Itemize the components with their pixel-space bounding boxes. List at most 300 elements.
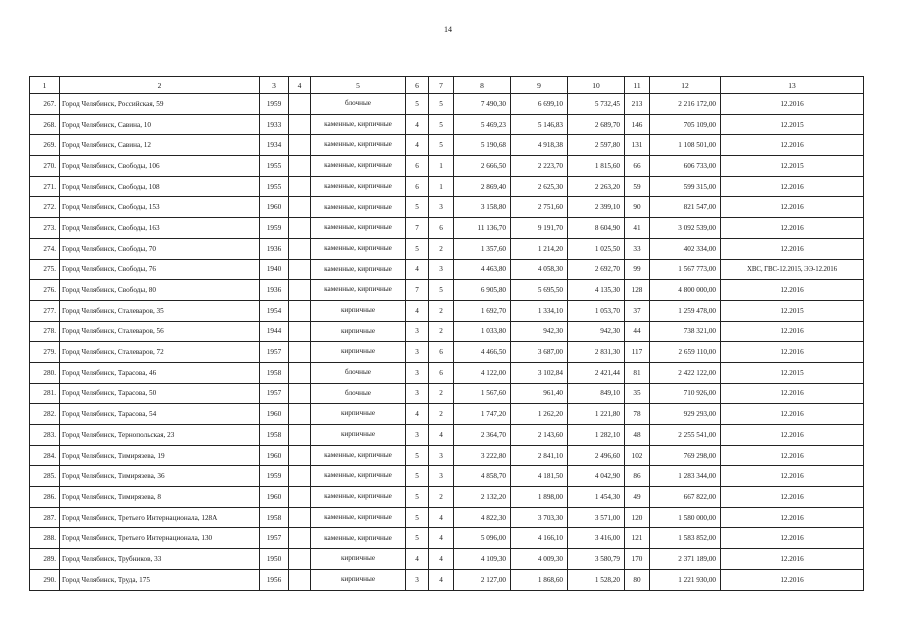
residential-area-cell: 2 421,44	[568, 362, 625, 383]
total-area-cell: 4 109,30	[454, 549, 511, 570]
cost-cell: 667 822,00	[650, 487, 721, 508]
column-4-cell	[289, 135, 311, 156]
wall-material-cell: каменные, кирпичные	[311, 218, 406, 239]
cost-cell: 2 216 172,00	[650, 94, 721, 115]
living-area-cell: 1 214,20	[511, 238, 568, 259]
wall-material-cell: блочные	[311, 94, 406, 115]
address-cell: Город Челябинск, Тимирязева, 8	[60, 487, 260, 508]
row-number: 277.	[30, 300, 60, 321]
residential-area-cell: 3 571,00	[568, 507, 625, 528]
address-cell: Город Челябинск, Трубников, 33	[60, 549, 260, 570]
cost-cell: 769 298,00	[650, 445, 721, 466]
total-area-cell: 5 096,00	[454, 528, 511, 549]
living-area-cell: 9 191,70	[511, 218, 568, 239]
period-cell: 12.2016	[721, 321, 864, 342]
column-4-cell	[289, 404, 311, 425]
floors-cell: 6	[406, 156, 429, 177]
residents-cell: 80	[625, 569, 650, 590]
cost-cell: 2 422 122,00	[650, 362, 721, 383]
table-row	[30, 425, 864, 446]
residential-area-cell: 2 692,70	[568, 259, 625, 280]
year-cell: 1957	[260, 528, 289, 549]
row-number: 283.	[30, 425, 60, 446]
residential-area-cell: 2 399,10	[568, 197, 625, 218]
table-row	[30, 259, 864, 280]
entrances-cell: 2	[429, 238, 454, 259]
residential-area-cell: 3 580,79	[568, 549, 625, 570]
entrances-cell: 3	[429, 466, 454, 487]
floors-cell: 5	[406, 487, 429, 508]
year-cell: 1958	[260, 425, 289, 446]
living-area-cell: 1 898,00	[511, 487, 568, 508]
floors-cell: 3	[406, 425, 429, 446]
row-number: 273.	[30, 218, 60, 239]
residential-area-cell: 849,10	[568, 383, 625, 404]
entrances-cell: 2	[429, 487, 454, 508]
row-number: 276.	[30, 280, 60, 301]
year-cell: 1955	[260, 176, 289, 197]
floors-cell: 5	[406, 528, 429, 549]
row-number: 281.	[30, 383, 60, 404]
column-4-cell	[289, 342, 311, 363]
entrances-cell: 3	[429, 445, 454, 466]
living-area-cell: 3 102,84	[511, 362, 568, 383]
period-cell: 12.2015	[721, 300, 864, 321]
address-cell: Город Челябинск, Труда, 175	[60, 569, 260, 590]
residents-cell: 146	[625, 114, 650, 135]
year-cell: 1957	[260, 383, 289, 404]
cost-cell: 1 580 000,00	[650, 507, 721, 528]
total-area-cell: 3 158,80	[454, 197, 511, 218]
year-cell: 1956	[260, 569, 289, 590]
column-4-cell	[289, 280, 311, 301]
row-number: 268.	[30, 114, 60, 135]
total-area-cell: 2 364,70	[454, 425, 511, 446]
wall-material-cell: кирпичные	[311, 569, 406, 590]
table-row	[30, 507, 864, 528]
address-cell: Город Челябинск, Савина, 12	[60, 135, 260, 156]
total-area-cell: 7 490,30	[454, 94, 511, 115]
table-row	[30, 197, 864, 218]
cost-cell: 4 800 000,00	[650, 280, 721, 301]
wall-material-cell: каменные, кирпичные	[311, 135, 406, 156]
year-cell: 1958	[260, 362, 289, 383]
table-row	[30, 404, 864, 425]
residential-area-cell: 1 025,50	[568, 238, 625, 259]
residents-cell: 59	[625, 176, 650, 197]
residential-area-cell: 1 815,60	[568, 156, 625, 177]
period-cell: 12.2016	[721, 218, 864, 239]
cost-cell: 402 334,00	[650, 238, 721, 259]
address-cell: Город Челябинск, Тимирязева, 36	[60, 466, 260, 487]
living-area-cell: 942,30	[511, 321, 568, 342]
column-4-cell	[289, 300, 311, 321]
column-4-cell	[289, 569, 311, 590]
column-header-10: 10	[568, 77, 625, 94]
residents-cell: 81	[625, 362, 650, 383]
residential-area-cell: 5 732,45	[568, 94, 625, 115]
living-area-cell: 6 699,10	[511, 94, 568, 115]
cost-cell: 1 583 852,00	[650, 528, 721, 549]
cost-cell: 1 567 773,00	[650, 259, 721, 280]
column-4-cell	[289, 321, 311, 342]
year-cell: 1959	[260, 94, 289, 115]
wall-material-cell: каменные, кирпичные	[311, 156, 406, 177]
year-cell: 1959	[260, 466, 289, 487]
period-cell: 12.2016	[721, 176, 864, 197]
column-4-cell	[289, 259, 311, 280]
period-cell: 12.2016	[721, 445, 864, 466]
column-header-1: 1	[30, 77, 60, 94]
row-number: 285.	[30, 466, 60, 487]
residents-cell: 48	[625, 425, 650, 446]
wall-material-cell: кирпичные	[311, 549, 406, 570]
column-header-9: 9	[511, 77, 568, 94]
entrances-cell: 6	[429, 342, 454, 363]
cost-cell: 3 092 539,00	[650, 218, 721, 239]
address-cell: Город Челябинск, Свободы, 76	[60, 259, 260, 280]
floors-cell: 4	[406, 300, 429, 321]
cost-cell: 1 221 930,00	[650, 569, 721, 590]
wall-material-cell: кирпичные	[311, 321, 406, 342]
column-header-4: 4	[289, 77, 311, 94]
wall-material-cell: кирпичные	[311, 404, 406, 425]
wall-material-cell: каменные, кирпичные	[311, 197, 406, 218]
residents-cell: 86	[625, 466, 650, 487]
year-cell: 1958	[260, 507, 289, 528]
column-header-3: 3	[260, 77, 289, 94]
residential-area-cell: 1 454,30	[568, 487, 625, 508]
living-area-cell: 2 143,60	[511, 425, 568, 446]
period-cell: 12.2015	[721, 362, 864, 383]
column-4-cell	[289, 445, 311, 466]
floors-cell: 3	[406, 383, 429, 404]
floors-cell: 5	[406, 466, 429, 487]
address-cell: Город Челябинск, Свободы, 108	[60, 176, 260, 197]
row-number: 272.	[30, 197, 60, 218]
table-row	[30, 114, 864, 135]
table-row	[30, 176, 864, 197]
period-cell: 12.2016	[721, 569, 864, 590]
residential-area-cell: 3 416,00	[568, 528, 625, 549]
row-number: 267.	[30, 94, 60, 115]
entrances-cell: 4	[429, 507, 454, 528]
wall-material-cell: кирпичные	[311, 342, 406, 363]
table-row	[30, 528, 864, 549]
floors-cell: 3	[406, 362, 429, 383]
floors-cell: 5	[406, 238, 429, 259]
column-header-13: 13	[721, 77, 864, 94]
column-4-cell	[289, 197, 311, 218]
living-area-cell: 4 009,30	[511, 549, 568, 570]
address-cell: Город Челябинск, Третьего Интернационала, 130	[60, 528, 260, 549]
period-cell: 12.2015	[721, 156, 864, 177]
residents-cell: 213	[625, 94, 650, 115]
wall-material-cell: каменные, кирпичные	[311, 259, 406, 280]
total-area-cell: 1 747,20	[454, 404, 511, 425]
year-cell: 1936	[260, 238, 289, 259]
period-cell: 12.2016	[721, 528, 864, 549]
residents-cell: 102	[625, 445, 650, 466]
row-number: 286.	[30, 487, 60, 508]
residents-cell: 99	[625, 259, 650, 280]
row-number: 290.	[30, 569, 60, 590]
floors-cell: 5	[406, 445, 429, 466]
entrances-cell: 6	[429, 362, 454, 383]
entrances-cell: 2	[429, 404, 454, 425]
entrances-cell: 4	[429, 569, 454, 590]
row-number: 278.	[30, 321, 60, 342]
period-cell: 12.2016	[721, 197, 864, 218]
column-4-cell	[289, 114, 311, 135]
address-cell: Город Челябинск, Свободы, 70	[60, 238, 260, 259]
floors-cell: 4	[406, 549, 429, 570]
entrances-cell: 4	[429, 425, 454, 446]
entrances-cell: 4	[429, 549, 454, 570]
total-area-cell: 6 905,80	[454, 280, 511, 301]
living-area-cell: 4 181,50	[511, 466, 568, 487]
residents-cell: 128	[625, 280, 650, 301]
entrances-cell: 3	[429, 197, 454, 218]
cost-cell: 2 255 541,00	[650, 425, 721, 446]
entrances-cell: 6	[429, 218, 454, 239]
row-number: 270.	[30, 156, 60, 177]
column-4-cell	[289, 549, 311, 570]
residential-area-cell: 8 604,90	[568, 218, 625, 239]
residential-area-cell: 2 263,20	[568, 176, 625, 197]
period-cell: 12.2016	[721, 466, 864, 487]
address-cell: Город Челябинск, Тарасова, 54	[60, 404, 260, 425]
wall-material-cell: кирпичные	[311, 300, 406, 321]
floors-cell: 5	[406, 507, 429, 528]
year-cell: 1940	[260, 259, 289, 280]
cost-cell: 738 321,00	[650, 321, 721, 342]
year-cell: 1954	[260, 300, 289, 321]
year-cell: 1950	[260, 549, 289, 570]
wall-material-cell: блочные	[311, 383, 406, 404]
column-header-7: 7	[429, 77, 454, 94]
entrances-cell: 5	[429, 280, 454, 301]
column-4-cell	[289, 383, 311, 404]
row-number: 271.	[30, 176, 60, 197]
wall-material-cell: каменные, кирпичные	[311, 445, 406, 466]
total-area-cell: 1 357,60	[454, 238, 511, 259]
living-area-cell: 2 751,60	[511, 197, 568, 218]
cost-cell: 710 926,00	[650, 383, 721, 404]
entrances-cell: 2	[429, 321, 454, 342]
residents-cell: 37	[625, 300, 650, 321]
cost-cell: 2 659 110,00	[650, 342, 721, 363]
period-cell: 12.2016	[721, 549, 864, 570]
year-cell: 1936	[260, 280, 289, 301]
cost-cell: 1 259 478,00	[650, 300, 721, 321]
residents-cell: 35	[625, 383, 650, 404]
living-area-cell: 4 058,30	[511, 259, 568, 280]
floors-cell: 5	[406, 94, 429, 115]
table-row	[30, 549, 864, 570]
address-cell: Город Челябинск, Сталеваров, 56	[60, 321, 260, 342]
address-cell: Город Челябинск, Свободы, 106	[60, 156, 260, 177]
address-cell: Город Челябинск, Свободы, 153	[60, 197, 260, 218]
residential-area-cell: 2 597,80	[568, 135, 625, 156]
residential-area-cell: 942,30	[568, 321, 625, 342]
wall-material-cell: кирпичные	[311, 425, 406, 446]
column-4-cell	[289, 238, 311, 259]
address-cell: Город Челябинск, Третьего Интернационала, 128А	[60, 507, 260, 528]
total-area-cell: 4 463,80	[454, 259, 511, 280]
total-area-cell: 4 822,30	[454, 507, 511, 528]
column-header-6: 6	[406, 77, 429, 94]
entrances-cell: 5	[429, 94, 454, 115]
table-row	[30, 94, 864, 115]
total-area-cell: 3 222,80	[454, 445, 511, 466]
address-cell: Город Челябинск, Российская, 59	[60, 94, 260, 115]
row-number: 282.	[30, 404, 60, 425]
entrances-cell: 5	[429, 114, 454, 135]
address-cell: Город Челябинск, Свободы, 163	[60, 218, 260, 239]
entrances-cell: 1	[429, 156, 454, 177]
floors-cell: 3	[406, 321, 429, 342]
residents-cell: 49	[625, 487, 650, 508]
total-area-cell: 4 122,00	[454, 362, 511, 383]
total-area-cell: 4 466,50	[454, 342, 511, 363]
row-number: 274.	[30, 238, 60, 259]
column-4-cell	[289, 507, 311, 528]
column-header-2: 2	[60, 77, 260, 94]
wall-material-cell: каменные, кирпичные	[311, 280, 406, 301]
cost-cell: 1 108 501,00	[650, 135, 721, 156]
address-cell: Город Челябинск, Савина, 10	[60, 114, 260, 135]
row-number: 287.	[30, 507, 60, 528]
residential-area-cell: 2 496,60	[568, 445, 625, 466]
total-area-cell: 2 666,50	[454, 156, 511, 177]
living-area-cell: 4 918,38	[511, 135, 568, 156]
year-cell: 1960	[260, 404, 289, 425]
table-row	[30, 156, 864, 177]
table-body	[30, 94, 864, 591]
table-row	[30, 238, 864, 259]
column-header-12: 12	[650, 77, 721, 94]
cost-cell: 1 283 344,00	[650, 466, 721, 487]
living-area-cell: 2 625,30	[511, 176, 568, 197]
column-4-cell	[289, 425, 311, 446]
year-cell: 1944	[260, 321, 289, 342]
cost-cell: 599 315,00	[650, 176, 721, 197]
floors-cell: 4	[406, 114, 429, 135]
header-row	[30, 77, 864, 94]
period-cell: 12.2016	[721, 404, 864, 425]
entrances-cell: 4	[429, 528, 454, 549]
column-4-cell	[289, 156, 311, 177]
total-area-cell: 5 190,68	[454, 135, 511, 156]
cost-cell: 821 547,00	[650, 197, 721, 218]
column-header-8: 8	[454, 77, 511, 94]
living-area-cell: 2 223,70	[511, 156, 568, 177]
column-header-11: 11	[625, 77, 650, 94]
total-area-cell: 1 033,80	[454, 321, 511, 342]
year-cell: 1960	[260, 445, 289, 466]
entrances-cell: 2	[429, 383, 454, 404]
address-cell: Город Челябинск, Тарасова, 50	[60, 383, 260, 404]
entrances-cell: 1	[429, 176, 454, 197]
table-row	[30, 135, 864, 156]
column-4-cell	[289, 362, 311, 383]
residents-cell: 78	[625, 404, 650, 425]
period-cell: ХВС, ГВС-12.2015, ЭЭ-12.2016	[721, 259, 864, 280]
residential-area-cell: 1 528,20	[568, 569, 625, 590]
wall-material-cell: каменные, кирпичные	[311, 528, 406, 549]
address-cell: Город Челябинск, Сталеваров, 72	[60, 342, 260, 363]
year-cell: 1933	[260, 114, 289, 135]
cost-cell: 2 371 189,00	[650, 549, 721, 570]
living-area-cell: 1 334,10	[511, 300, 568, 321]
living-area-cell: 2 841,10	[511, 445, 568, 466]
floors-cell: 4	[406, 135, 429, 156]
floors-cell: 7	[406, 218, 429, 239]
residents-cell: 170	[625, 549, 650, 570]
row-number: 280.	[30, 362, 60, 383]
table-row	[30, 342, 864, 363]
residential-area-cell: 2 689,70	[568, 114, 625, 135]
housing-register-table	[29, 76, 864, 591]
total-area-cell: 4 858,70	[454, 466, 511, 487]
period-cell: 12.2015	[721, 114, 864, 135]
table-row	[30, 321, 864, 342]
table-row	[30, 300, 864, 321]
period-cell: 12.2016	[721, 280, 864, 301]
entrances-cell: 3	[429, 259, 454, 280]
period-cell: 12.2016	[721, 487, 864, 508]
column-4-cell	[289, 218, 311, 239]
year-cell: 1934	[260, 135, 289, 156]
living-area-cell: 3 687,00	[511, 342, 568, 363]
row-number: 269.	[30, 135, 60, 156]
wall-material-cell: каменные, кирпичные	[311, 507, 406, 528]
table-row	[30, 280, 864, 301]
period-cell: 12.2016	[721, 135, 864, 156]
row-number: 288.	[30, 528, 60, 549]
year-cell: 1960	[260, 487, 289, 508]
residential-area-cell: 4 042,90	[568, 466, 625, 487]
floors-cell: 4	[406, 259, 429, 280]
table-row	[30, 383, 864, 404]
total-area-cell: 1 567,60	[454, 383, 511, 404]
wall-material-cell: каменные, кирпичные	[311, 114, 406, 135]
column-header-5: 5	[311, 77, 406, 94]
floors-cell: 3	[406, 569, 429, 590]
column-4-cell	[289, 176, 311, 197]
wall-material-cell: каменные, кирпичные	[311, 487, 406, 508]
address-cell: Город Челябинск, Тимирязева, 19	[60, 445, 260, 466]
period-cell: 12.2016	[721, 94, 864, 115]
wall-material-cell: каменные, кирпичные	[311, 466, 406, 487]
address-cell: Город Челябинск, Тернопольская, 23	[60, 425, 260, 446]
floors-cell: 4	[406, 404, 429, 425]
total-area-cell: 1 692,70	[454, 300, 511, 321]
address-cell: Город Челябинск, Тарасова, 46	[60, 362, 260, 383]
cost-cell: 705 109,00	[650, 114, 721, 135]
entrances-cell: 2	[429, 300, 454, 321]
living-area-cell: 4 166,10	[511, 528, 568, 549]
residents-cell: 117	[625, 342, 650, 363]
row-number: 279.	[30, 342, 60, 363]
period-cell: 12.2016	[721, 238, 864, 259]
living-area-cell: 1 868,60	[511, 569, 568, 590]
period-cell: 12.2016	[721, 383, 864, 404]
total-area-cell: 11 136,70	[454, 218, 511, 239]
table-row	[30, 362, 864, 383]
page-number: 14	[444, 25, 452, 34]
